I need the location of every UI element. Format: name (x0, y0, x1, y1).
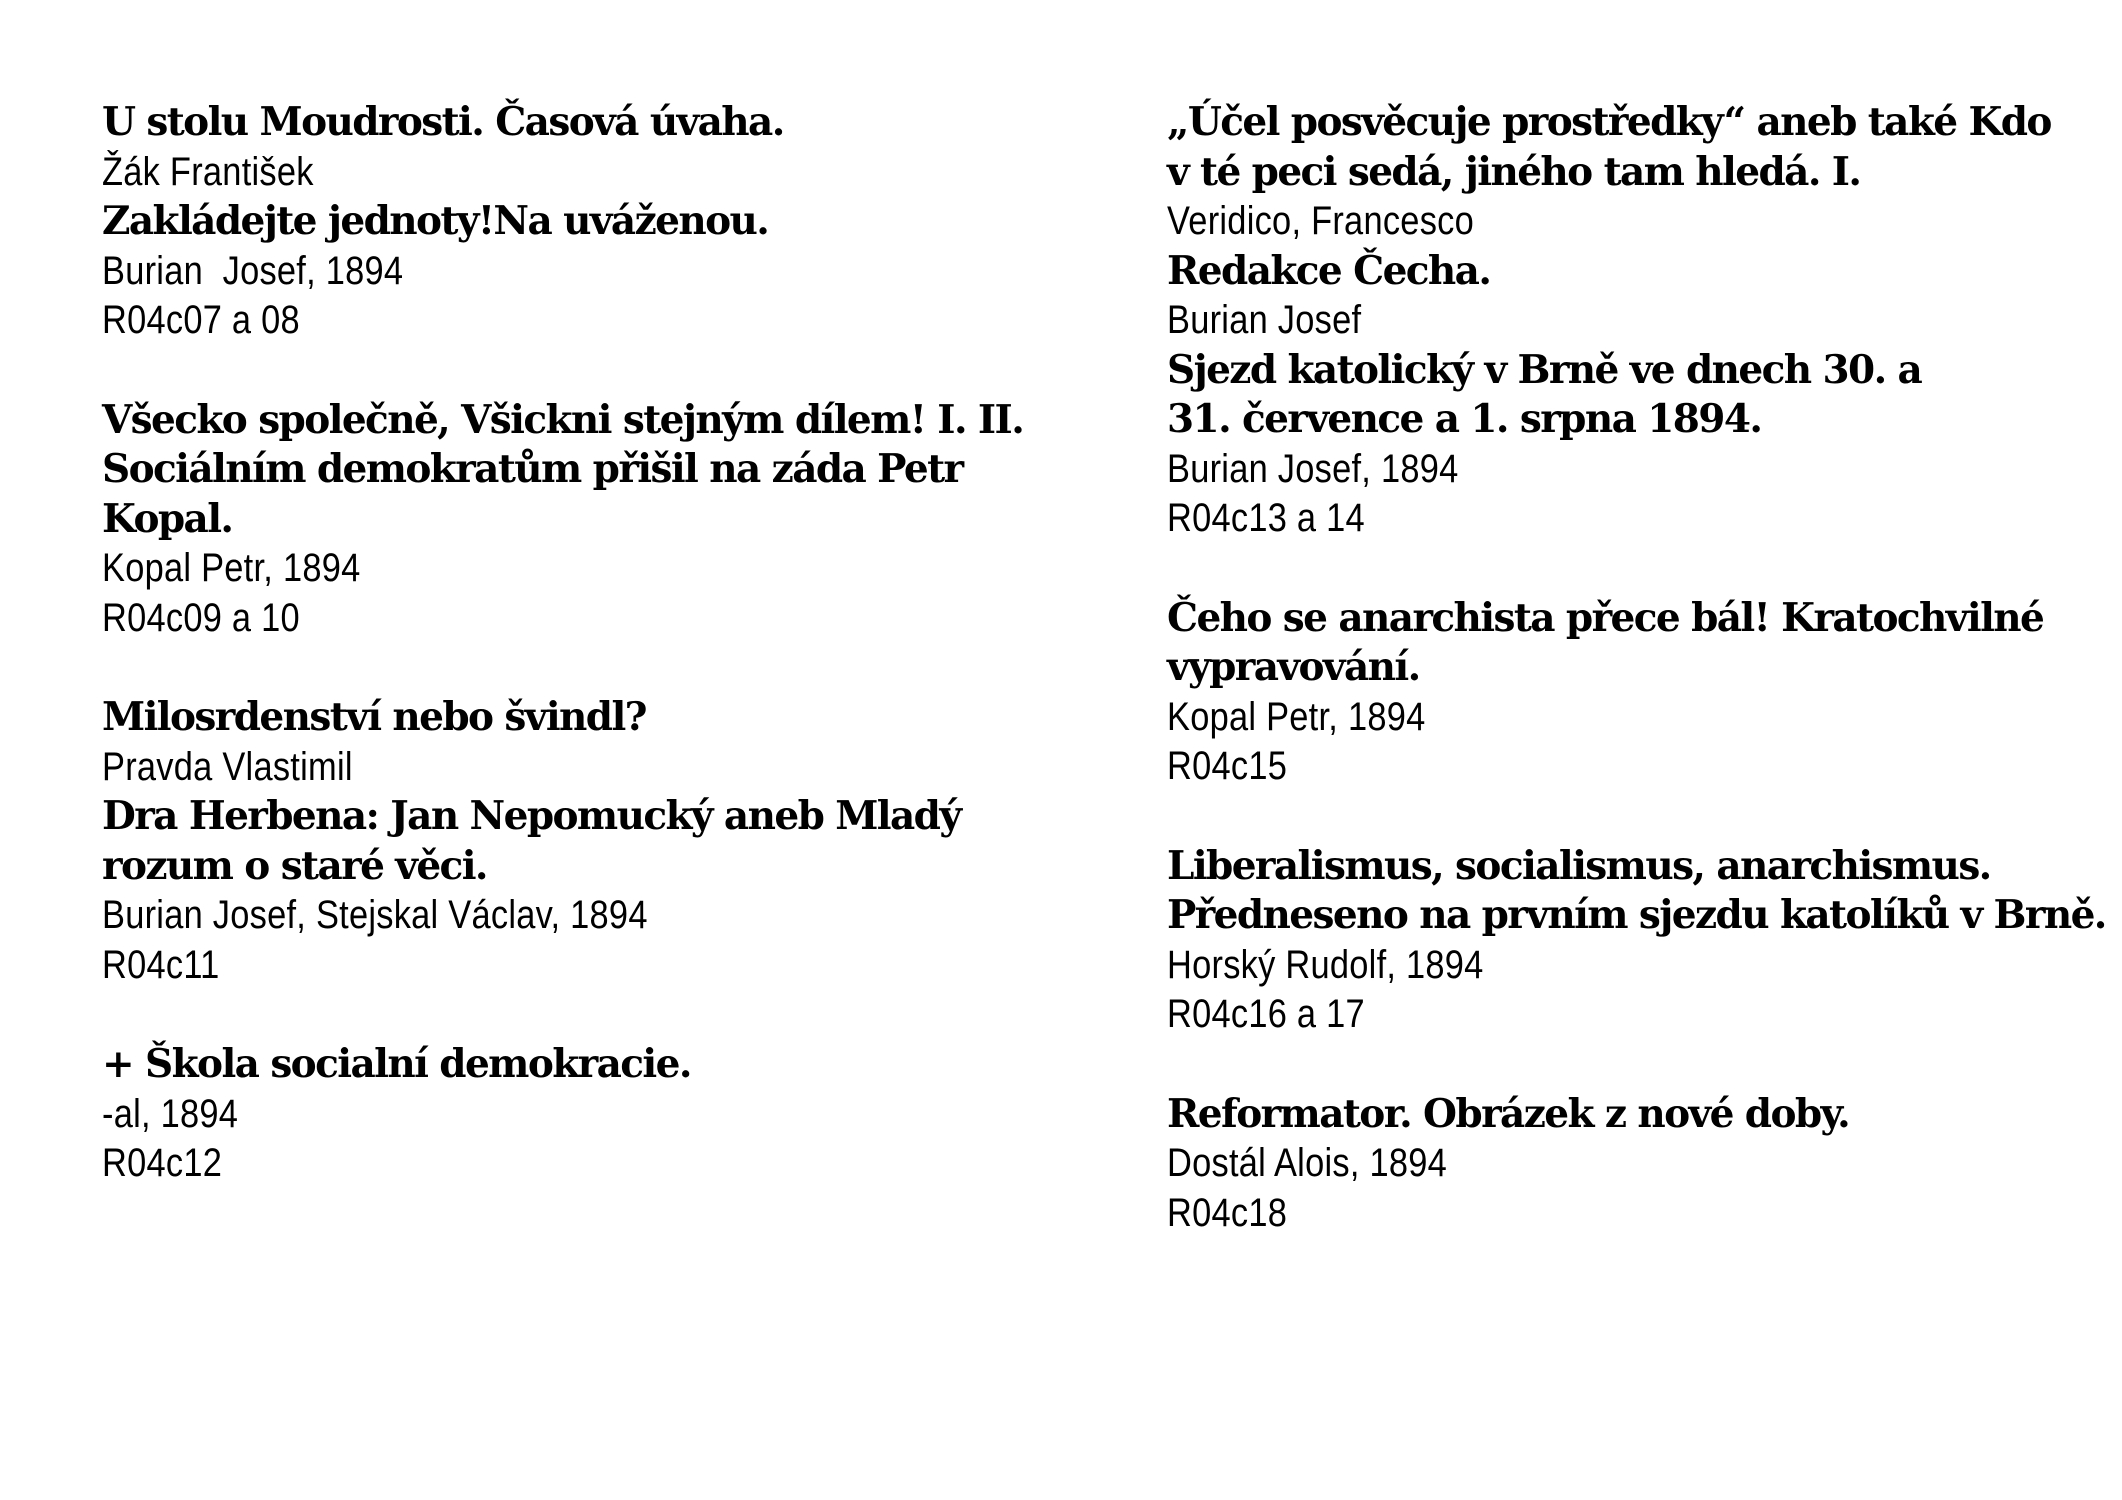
entry-title-line: Reformator. Obrázek z nové doby. (1167, 1090, 1850, 1137)
entry-meta-line: Horský Rudolf, 1894 (1167, 942, 1484, 987)
entry-meta-line: R04c18 (1167, 1190, 1288, 1235)
entry-title-line: Předneseno na prvním sjezdu katolíků v Brně. (1167, 892, 2106, 938)
entry-meta-line: Kopal Petr, 1894 (1167, 694, 1426, 739)
entry-meta-line: R04c12 (102, 1141, 223, 1185)
entry-title-line: Kopal. (102, 495, 233, 542)
catalog-entry (1167, 1090, 2107, 1239)
left-column (102, 98, 1102, 1239)
entry-title-line: Čeho se anarchista přece bál! Kratochvilné (1167, 594, 2044, 641)
right-column (1167, 98, 2107, 1288)
catalog-entry (1167, 98, 2107, 544)
entry-title-line: Zakládejte jednoty!Na uváženou. (102, 198, 769, 244)
entry-title-line: Sjezd katolický v Brně ve dnech 30. a (1167, 346, 1922, 393)
entry-title-line: vypravování. (1167, 644, 1420, 690)
entry-meta-line: Burian Josef (1167, 298, 1362, 342)
entry-title-line: Všecko společně, Všickni stejným dílem! I. II. (102, 396, 1024, 443)
entry-meta-line: R04c15 (1167, 744, 1288, 788)
entry-meta-line: -al, 1894 (102, 1091, 239, 1136)
entry-meta-line: R04c16 a 17 (1167, 992, 1365, 1036)
entry-title-line: 31. července a 1. srpna 1894. (1167, 396, 1762, 442)
entry-title-line: Dra Herbena: Jan Nepomucký aneb Mladý (102, 793, 961, 839)
entry-meta-line: Žák František (102, 149, 314, 194)
entry-title-line: Liberalismus, socialismus, anarchismus. (1167, 842, 1991, 889)
entry-title-line: + Škola socialní demokracie. (102, 1041, 691, 1087)
entry-meta-line: Burian Josef, 1894 (102, 248, 404, 293)
entry-meta-line: Dostál Alois, 1894 (1167, 1141, 1448, 1185)
catalog-entry (102, 396, 1102, 644)
entry-meta-line: Burian Josef, Stejskal Václav, 1894 (102, 893, 648, 937)
entry-title-line: Milosrdenství nebo švindl? (102, 694, 646, 740)
catalog-entry (102, 693, 1102, 990)
entry-meta-line: R04c13 a 14 (1167, 496, 1365, 540)
entry-meta-line: R04c07 a 08 (102, 298, 300, 342)
entry-meta-line: R04c09 a 10 (102, 595, 300, 640)
entry-title-line: v té peci sedá, jiného tam hledá. I. (1167, 148, 1861, 195)
entry-title-line: rozum o staré věci. (102, 842, 487, 889)
catalog-entry (102, 98, 1102, 346)
entry-title-line: U stolu Moudrosti. Časová úvaha. (102, 99, 784, 145)
catalog-entry (1167, 594, 2107, 792)
entry-meta-line: R04c11 (102, 942, 220, 987)
catalog-entry (1167, 842, 2107, 1040)
entry-title-line: Sociálním demokratům přišil na záda Petr (102, 446, 963, 492)
entry-meta-line: Pravda Vlastimil (102, 744, 353, 789)
entry-meta-line: Veridico, Francesco (1167, 199, 1475, 243)
entry-meta-line: Burian Josef, 1894 (1167, 446, 1459, 491)
entry-title-line: Redakce Čecha. (1167, 247, 1491, 294)
catalog-entry (102, 1040, 1102, 1189)
entry-title-line: „Účel posvěcuje prostředky“ aneb také Kdo (1167, 99, 2051, 145)
entry-meta-line: Kopal Petr, 1894 (102, 546, 361, 590)
